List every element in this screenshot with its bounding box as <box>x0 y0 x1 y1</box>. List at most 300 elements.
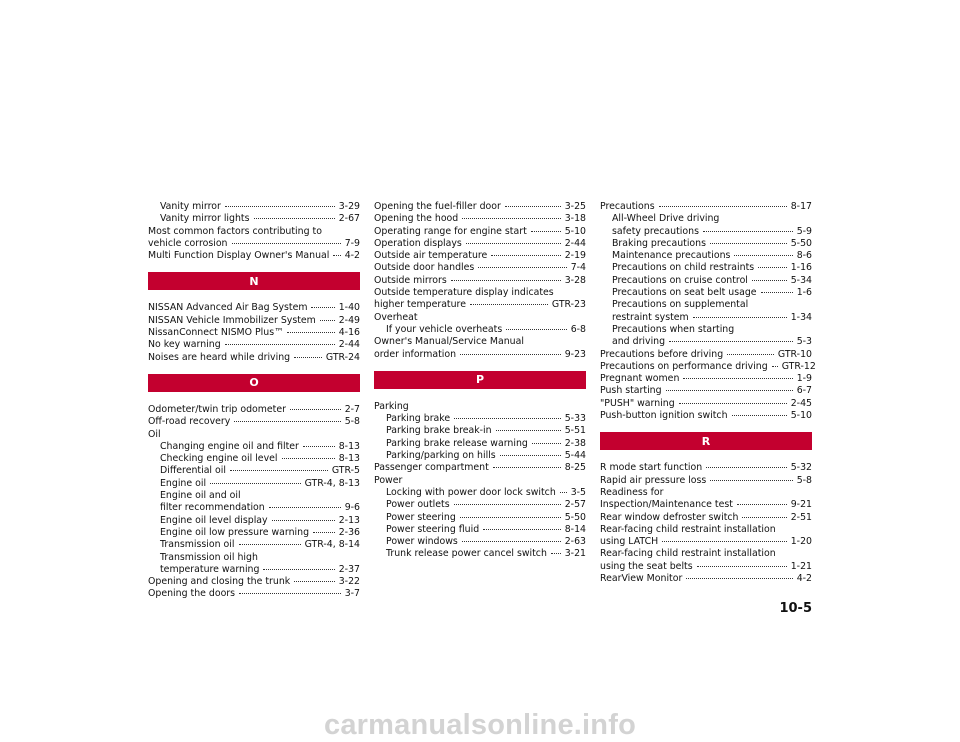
index-entry <box>148 226 360 251</box>
index-entry-line <box>148 429 360 441</box>
index-entry <box>600 524 812 549</box>
index-page-ref[interactable]: 7-4 <box>570 262 586 274</box>
index-page-ref[interactable]: 5-9 <box>796 225 812 237</box>
dot-leader <box>454 418 561 419</box>
index-page-ref[interactable]: 6-8 <box>570 323 586 335</box>
dot-leader <box>234 421 340 422</box>
index-entry-line <box>374 548 586 560</box>
index-entry <box>148 315 360 327</box>
index-term: Outside mirrors <box>374 274 447 286</box>
index-entry-line <box>148 515 360 527</box>
index-entry-line <box>148 250 360 262</box>
index-term: Precautions when starting <box>612 323 735 335</box>
index-term: If your vehicle overheats <box>386 323 503 335</box>
index-term: NISSAN Vehicle Immobilizer System <box>148 314 316 326</box>
index-entry <box>600 287 812 299</box>
index-entry <box>148 576 360 588</box>
index-page-ref[interactable]: 2-38 <box>564 437 586 449</box>
index-term: Power windows <box>386 536 458 548</box>
index-page-ref[interactable]: 5-8 <box>796 474 812 486</box>
index-entry-line <box>148 339 360 351</box>
index-entry-line <box>148 441 360 453</box>
dot-leader <box>303 446 335 447</box>
index-entry-line <box>148 539 360 551</box>
index-entry-line <box>374 287 586 299</box>
index-entry-line <box>374 250 586 262</box>
index-entry <box>148 441 360 453</box>
index-term: Precautions on child restraints <box>612 262 755 274</box>
index-entry <box>600 349 812 361</box>
index-entry <box>600 512 812 524</box>
index-entry <box>148 404 360 416</box>
index-entry <box>374 201 586 213</box>
index-entry <box>148 552 360 577</box>
index-page-ref[interactable]: 4-2 <box>344 250 360 262</box>
dot-leader <box>462 541 561 542</box>
index-entry <box>148 352 360 364</box>
dot-leader <box>560 492 567 493</box>
index-page-ref[interactable]: 3-25 <box>564 201 586 212</box>
index-page-ref[interactable]: 2-44 <box>338 339 360 351</box>
index-entry <box>148 429 360 441</box>
index-page-ref[interactable]: 1-34 <box>790 311 812 323</box>
index-page-ref[interactable]: 3-22 <box>338 576 360 588</box>
index-term: Outside door handles <box>374 262 475 274</box>
dot-leader <box>313 532 335 533</box>
dot-leader <box>269 507 341 508</box>
index-entry-line <box>600 250 812 262</box>
index-entry-line <box>600 475 812 487</box>
index-entry <box>148 453 360 465</box>
index-entry <box>148 201 360 213</box>
index-entry-line <box>148 564 360 576</box>
index-term: Push-button ignition switch <box>600 410 728 422</box>
index-entry <box>148 416 360 428</box>
index-entry <box>148 588 360 600</box>
index-page-ref[interactable]: GTR-4, 8-14 <box>304 539 360 551</box>
index-entry <box>148 465 360 477</box>
index-term: Differential oil <box>160 465 226 477</box>
index-page-ref[interactable]: 8-6 <box>796 250 812 262</box>
index-page-ref[interactable]: 2-67 <box>338 213 360 225</box>
dot-leader <box>683 378 792 379</box>
index-page-ref[interactable]: 2-36 <box>338 526 360 538</box>
index-entry-line <box>374 226 586 238</box>
index-entry-line <box>600 299 812 311</box>
index-entry <box>148 539 360 551</box>
index-term: Engine oil level display <box>160 514 268 526</box>
dot-leader <box>662 541 787 542</box>
index-entry <box>374 425 586 437</box>
index-column-3 <box>600 201 816 585</box>
dot-leader <box>311 307 334 308</box>
dot-leader <box>686 578 792 579</box>
index-entry-line <box>148 502 360 514</box>
index-entry <box>600 398 812 410</box>
index-term: Transmission oil high <box>160 551 258 563</box>
index-entry-line <box>600 349 812 361</box>
index-term: and driving <box>612 336 666 348</box>
index-page-ref[interactable]: 8-25 <box>564 462 586 474</box>
index-page-ref[interactable]: 5-32 <box>790 462 812 474</box>
index-page-ref[interactable]: 5-10 <box>790 410 812 422</box>
index-entry-line <box>148 552 360 564</box>
index-term: Overheat <box>374 311 418 323</box>
index-term: Outside air temperature <box>374 250 488 262</box>
index-entry <box>374 450 586 462</box>
index-page-ref[interactable]: 5-50 <box>564 511 586 523</box>
index-entry-line <box>148 302 360 314</box>
index-page-ref[interactable]: 5-3 <box>796 336 812 348</box>
dot-leader <box>225 344 335 345</box>
index-term: Multi Function Display Owner's Manual <box>148 250 330 262</box>
index-entry-line <box>374 349 586 361</box>
index-entry <box>148 339 360 351</box>
index-term: Braking precautions <box>612 237 706 249</box>
index-entry-line <box>374 336 586 348</box>
index-entry-line <box>600 262 812 274</box>
index-entry <box>374 401 586 413</box>
index-page-ref[interactable]: 3-21 <box>564 548 586 560</box>
index-entry <box>374 462 586 474</box>
dot-leader <box>294 581 335 582</box>
index-term: Checking engine oil level <box>160 453 278 465</box>
index-entry <box>600 462 812 474</box>
index-term: Precautions on seat belt usage <box>612 287 757 299</box>
index-entry-line <box>374 462 586 474</box>
index-entry-line <box>148 478 360 490</box>
index-term: RearView Monitor <box>600 573 683 585</box>
dot-leader <box>679 403 787 404</box>
index-entry-line <box>374 450 586 462</box>
index-page-ref[interactable]: 3-5 <box>570 486 586 498</box>
index-entry-line <box>148 404 360 416</box>
dot-leader <box>460 517 561 518</box>
index-entry-line <box>374 475 586 487</box>
index-entry <box>148 515 360 527</box>
index-entry-line <box>600 287 812 299</box>
index-entry-line <box>600 512 812 524</box>
index-page-ref[interactable]: 1-6 <box>796 287 812 299</box>
index-page-ref[interactable]: 2-13 <box>338 514 360 526</box>
index-term: Rear window defroster switch <box>600 511 739 523</box>
index-page-ref[interactable]: 1-20 <box>790 536 812 548</box>
index-term: Odometer/twin trip odometer <box>148 403 286 415</box>
index-page-ref[interactable]: GTR-10 <box>777 348 812 360</box>
index-entry-line <box>600 238 812 250</box>
index-entry-line <box>600 275 812 287</box>
index-entry <box>374 312 586 324</box>
index-term: Precautions <box>600 201 655 212</box>
index-page-ref[interactable]: 2-49 <box>338 314 360 326</box>
index-page-ref[interactable]: 3-7 <box>344 588 360 600</box>
index-page-ref[interactable]: 9-6 <box>344 502 360 514</box>
index-term: Opening the hood <box>374 213 459 225</box>
index-entry <box>374 524 586 536</box>
index-page-ref[interactable]: 4-2 <box>796 573 812 585</box>
index-entry-line <box>148 416 360 428</box>
index-term: Power outlets <box>386 499 450 511</box>
dot-leader <box>761 292 793 293</box>
index-entry-line <box>374 299 586 311</box>
index-page-ref[interactable]: 7-9 <box>344 237 360 249</box>
index-entry-line <box>374 536 586 548</box>
index-page-ref[interactable]: 8-13 <box>338 453 360 465</box>
dot-leader <box>706 467 787 468</box>
index-term: Vanity mirror lights <box>160 213 250 225</box>
dot-leader <box>496 430 561 431</box>
index-column-1 <box>148 201 360 601</box>
dot-leader <box>666 390 793 391</box>
index-term: Precautions on performance driving <box>600 360 768 372</box>
index-entry <box>374 213 586 225</box>
index-page-ref[interactable]: 2-19 <box>564 250 586 262</box>
index-term: Noises are heard while driving <box>148 351 291 363</box>
index-entry-line <box>600 499 812 511</box>
index-page-ref[interactable]: 2-57 <box>564 499 586 511</box>
dot-leader <box>239 544 301 545</box>
index-term: R mode start function <box>600 462 703 474</box>
index-entry-line <box>600 312 812 324</box>
index-term: Vanity mirror <box>160 201 221 212</box>
dot-leader <box>727 354 774 355</box>
index-entry <box>374 512 586 524</box>
index-term: Precautions on cruise control <box>612 274 748 286</box>
index-page-ref[interactable]: 2-37 <box>338 563 360 575</box>
index-term: temperature warning <box>160 563 260 575</box>
index-page-ref[interactable]: 5-50 <box>790 237 812 249</box>
dot-leader <box>659 206 787 207</box>
index-entry <box>374 336 586 361</box>
index-entry-line <box>148 465 360 477</box>
index-entry <box>374 487 586 499</box>
index-column-2 <box>374 201 586 561</box>
index-page-ref[interactable]: 2-51 <box>790 511 812 523</box>
index-term: "PUSH" warning <box>600 397 675 409</box>
index-term: Trunk release power cancel switch <box>386 548 547 560</box>
dot-leader <box>752 280 787 281</box>
index-entry-line <box>374 201 586 213</box>
index-entry-line <box>374 324 586 336</box>
dot-leader <box>210 483 301 484</box>
section-heading: R <box>600 432 812 450</box>
dot-leader <box>470 304 548 305</box>
dot-leader <box>460 354 561 355</box>
index-term: Changing engine oil and filter <box>160 440 299 452</box>
index-entry <box>374 536 586 548</box>
dot-leader <box>483 529 561 530</box>
index-entry <box>374 499 586 511</box>
index-page-ref[interactable]: 6-7 <box>796 385 812 397</box>
index-entry-line <box>600 398 812 410</box>
index-entry-line <box>148 453 360 465</box>
index-page-ref[interactable]: GTR-5 <box>331 465 360 477</box>
index-entry <box>600 410 812 422</box>
index-entry-line <box>600 385 812 397</box>
index-entry-line <box>148 315 360 327</box>
index-term: Inspection/Maintenance test <box>600 499 733 511</box>
index-page-ref[interactable]: 5-33 <box>564 413 586 425</box>
index-term: Parking <box>374 400 409 412</box>
index-term: Opening the fuel-filler door <box>374 201 501 212</box>
index-entry-line <box>148 352 360 364</box>
dot-leader <box>669 341 793 342</box>
index-page-ref[interactable]: 2-44 <box>564 237 586 249</box>
index-page-ref[interactable]: GTR-24 <box>325 351 360 363</box>
dot-leader <box>272 520 335 521</box>
index-term: Rear-facing child restraint installation <box>600 523 776 535</box>
index-entry <box>374 413 586 425</box>
index-term: NISSAN Advanced Air Bag System <box>148 302 308 314</box>
index-entry-line <box>374 213 586 225</box>
index-term: Rear-facing child restraint installation <box>600 548 776 560</box>
index-page-ref[interactable]: 5-10 <box>564 225 586 237</box>
dot-leader <box>732 415 787 416</box>
dot-leader <box>287 332 334 333</box>
index-entry-line <box>148 201 360 213</box>
index-term: Parking brake <box>386 413 451 425</box>
index-entry <box>374 262 586 274</box>
index-term: Opening the doors <box>148 588 236 600</box>
index-entry <box>600 299 812 324</box>
index-term: using LATCH <box>600 536 659 548</box>
index-page-ref[interactable]: GTR-23 <box>551 299 586 311</box>
index-entry <box>600 213 812 238</box>
index-entry <box>374 324 586 336</box>
index-term: Pregnant women <box>600 373 680 385</box>
index-term: filter recommendation <box>160 502 265 514</box>
index-page-ref[interactable]: GTR-12 <box>781 360 816 372</box>
index-page-ref[interactable]: 8-17 <box>790 201 812 212</box>
index-entry-line <box>374 438 586 450</box>
index-term: Operation displays <box>374 237 462 249</box>
dot-leader <box>734 255 792 256</box>
dot-leader <box>742 517 786 518</box>
index-entry-line <box>374 238 586 250</box>
index-entry <box>600 250 812 262</box>
dot-leader <box>710 243 787 244</box>
index-term: Operating range for engine start <box>374 225 527 237</box>
index-page-ref[interactable]: 1-40 <box>338 302 360 314</box>
index-term: Parking brake release warning <box>386 437 528 449</box>
index-term: Opening and closing the trunk <box>148 576 291 588</box>
index-term: safety precautions <box>612 225 699 237</box>
index-page-ref[interactable]: 5-44 <box>564 450 586 462</box>
index-term: Engine oil low pressure warning <box>160 526 310 538</box>
index-entry <box>600 360 816 373</box>
index-entry-line <box>374 275 586 287</box>
index-term: Rapid air pressure loss <box>600 474 707 486</box>
dot-leader <box>466 243 561 244</box>
index-entry-line <box>148 588 360 600</box>
index-entry-line <box>600 487 812 499</box>
index-entry <box>600 238 812 250</box>
index-term: Power steering fluid <box>386 523 480 535</box>
index-term: Parking brake break-in <box>386 425 492 437</box>
index-page-ref[interactable]: 9-21 <box>790 499 812 511</box>
index-entry <box>600 275 812 287</box>
dot-leader <box>703 231 793 232</box>
index-term: NissanConnect NISMO Plus™ <box>148 327 284 339</box>
index-term: All-Wheel Drive driving <box>612 213 720 225</box>
index-term: Transmission oil <box>160 539 235 551</box>
index-entry-line <box>374 401 586 413</box>
watermark-text: carmanualsonline.info <box>324 709 636 741</box>
index-entry-line <box>374 262 586 274</box>
index-entry <box>600 324 812 349</box>
index-term: Push starting <box>600 385 662 397</box>
index-entry-line <box>374 487 586 499</box>
index-term: order information <box>374 348 457 360</box>
index-term: Power steering <box>386 511 456 523</box>
index-entry-line <box>600 226 812 238</box>
index-page-ref[interactable]: 2-45 <box>790 397 812 409</box>
index-page-ref[interactable]: 1-16 <box>790 262 812 274</box>
index-term: No key warning <box>148 339 221 351</box>
dot-leader <box>230 470 328 471</box>
dot-leader <box>693 317 787 318</box>
dot-leader <box>506 329 566 330</box>
dot-leader <box>451 280 561 281</box>
dot-leader <box>478 267 566 268</box>
index-page-ref[interactable]: 4-16 <box>338 327 360 339</box>
dot-leader <box>333 255 340 256</box>
dot-leader <box>532 443 561 444</box>
index-page-ref[interactable]: 3-29 <box>338 201 360 212</box>
index-page-ref[interactable]: 8-14 <box>564 523 586 535</box>
index-entry-line <box>148 226 360 238</box>
index-entry-line <box>148 527 360 539</box>
index-entry-line <box>374 524 586 536</box>
index-term: Precautions before driving <box>600 348 724 360</box>
index-entry-line <box>148 490 360 502</box>
dot-leader <box>772 366 778 367</box>
index-entry <box>600 548 812 573</box>
index-entry-line <box>600 213 812 225</box>
index-entry-line <box>374 512 586 524</box>
index-page-ref[interactable]: 3-28 <box>564 274 586 286</box>
index-entry <box>374 226 586 238</box>
index-page-ref[interactable]: 8-13 <box>338 440 360 452</box>
index-term: using the seat belts <box>600 560 693 572</box>
dot-leader <box>454 504 561 505</box>
index-entry <box>600 262 812 274</box>
index-page-ref[interactable]: 3-18 <box>564 213 586 225</box>
dot-leader <box>263 569 334 570</box>
index-page-ref[interactable]: 2-7 <box>344 403 360 415</box>
dot-leader <box>282 458 335 459</box>
index-entry <box>374 548 586 560</box>
index-term: Most common factors contributing to <box>148 225 322 237</box>
index-entry-line <box>148 213 360 225</box>
index-page-ref[interactable]: 1-9 <box>796 373 812 385</box>
index-page-ref[interactable]: 2-63 <box>564 536 586 548</box>
dot-leader <box>239 593 341 594</box>
index-page-ref[interactable]: 5-8 <box>344 416 360 428</box>
index-page-ref[interactable]: 1-21 <box>790 560 812 572</box>
index-entry-line <box>600 573 812 585</box>
index-entry-line <box>600 324 812 336</box>
index-term: Locking with power door lock switch <box>386 486 556 498</box>
index-term: higher temperature <box>374 299 466 311</box>
index-entry-line <box>600 201 812 213</box>
index-entry <box>600 475 812 487</box>
index-page-ref[interactable]: GTR-4, 8-13 <box>304 477 360 489</box>
index-page-ref[interactable]: 5-34 <box>790 274 812 286</box>
index-entry <box>148 213 360 225</box>
index-page-ref[interactable]: 5-51 <box>564 425 586 437</box>
index-page-ref[interactable]: 9-23 <box>564 348 586 360</box>
